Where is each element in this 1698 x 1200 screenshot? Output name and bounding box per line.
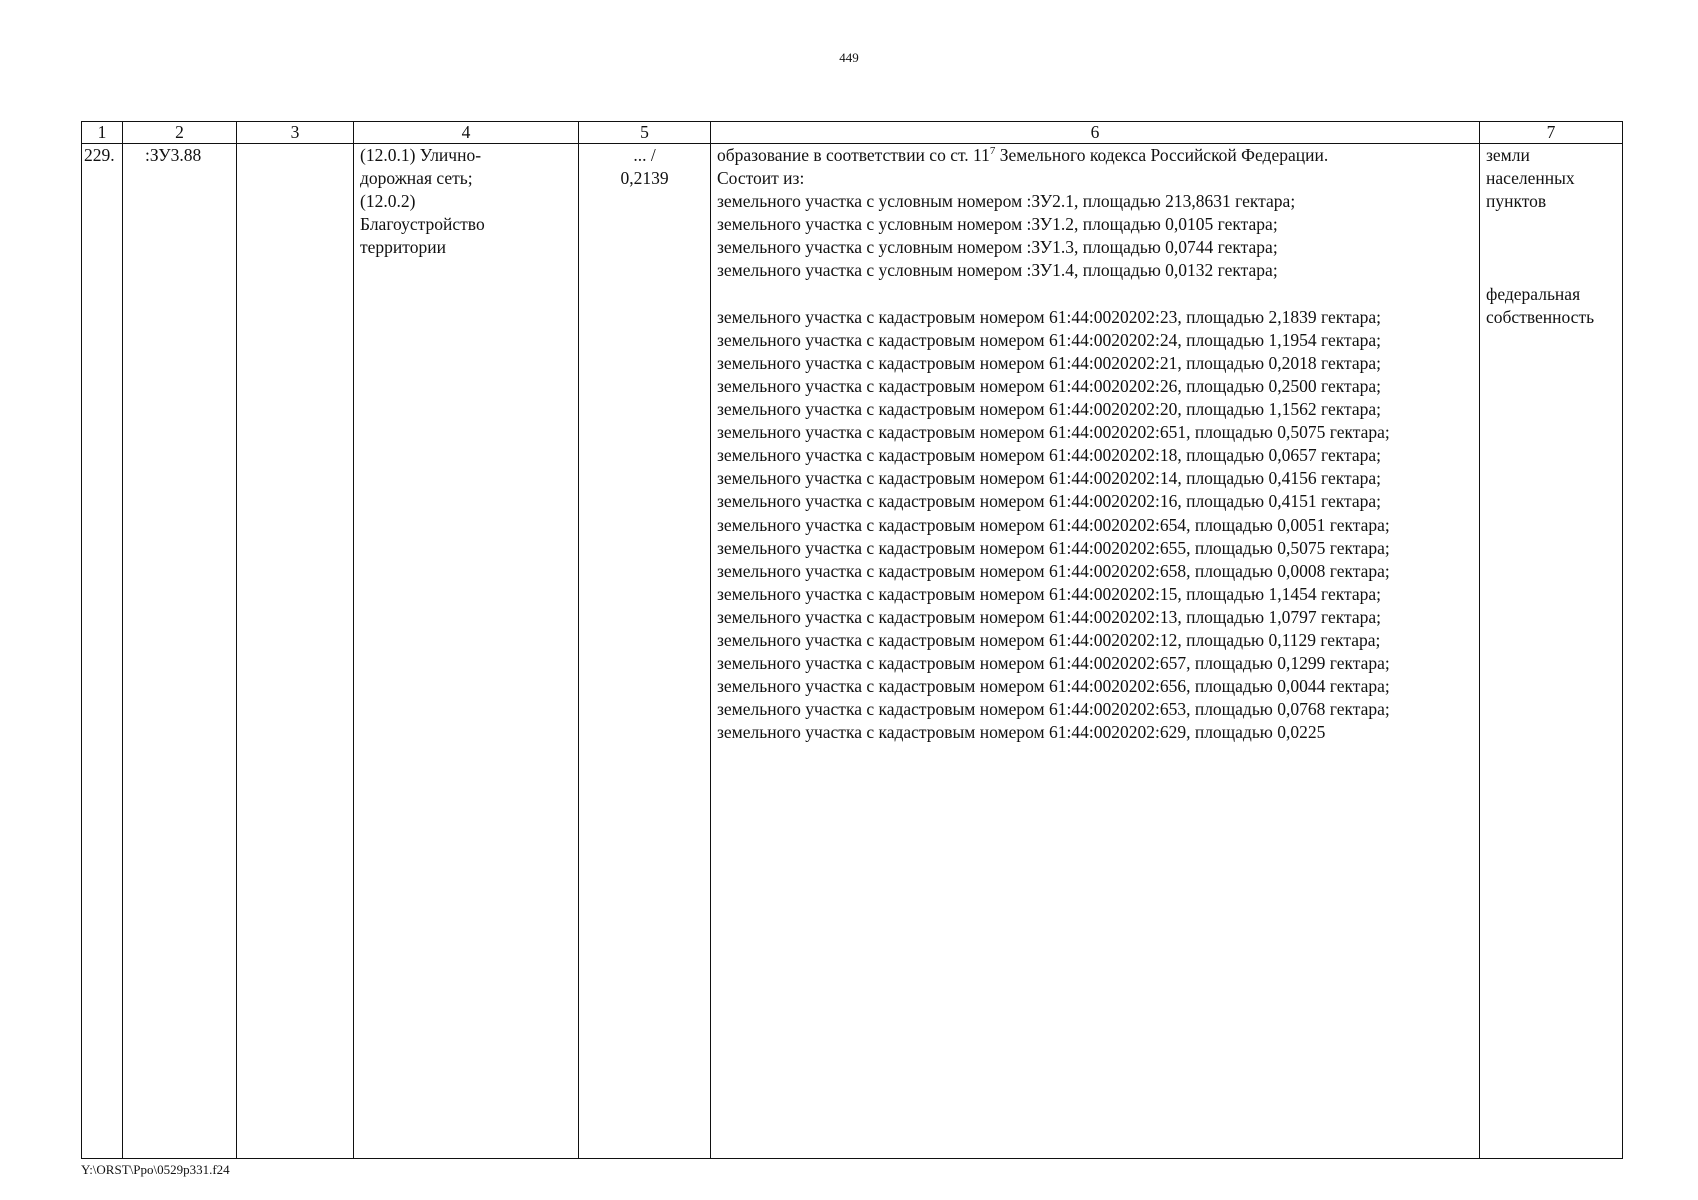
table-row [82, 144, 1623, 1159]
list-item: земельного участка с кадастровым номером 61:44:0020202:21, площадью 0,2018 гектара; [717, 352, 1381, 373]
land-use-line: (12.0.2) [360, 191, 416, 212]
column-header-3: 3 [237, 122, 354, 144]
category-cell [1480, 144, 1623, 1159]
list-item: земельного участка с кадастровым номером 61:44:0020202:651, площадью 0,5075 гектара; [717, 422, 1390, 443]
list-item: земельного участка с кадастровым номером 61:44:0020202:658, площадью 0,0008 гектара; [717, 560, 1390, 581]
category-line: пунктов [1486, 191, 1547, 212]
column-header-4: 4 [354, 122, 579, 144]
list-item: земельного участка с условным номером :ЗУ1.3, площадью 0,0744 гектара; [717, 237, 1278, 258]
formation-basis [717, 144, 1473, 167]
description-cell [711, 144, 1480, 1159]
list-item: земельного участка с кадастровым номером 61:44:0020202:657, площадью 0,1299 гектара; [717, 653, 1390, 674]
formation-superscript: 7 [989, 145, 996, 158]
column-header-1: 1 [82, 122, 123, 144]
row-number-cell [82, 144, 123, 1159]
land-use-line: дорожная сеть; [360, 168, 473, 189]
consists-of-label: Состоит из: [717, 168, 805, 189]
empty-cell [237, 144, 354, 1159]
area-cell [579, 144, 711, 1159]
column-header-7: 7 [1480, 122, 1623, 144]
list-item: земельного участка с кадастровым номером 61:44:0020202:629, площадью 0,0225 [717, 722, 1326, 743]
list-item: земельного участка с кадастровым номером 61:44:0020202:26, площадью 0,2500 гектара; [717, 375, 1381, 396]
land-parcels-table [81, 121, 1623, 1159]
list-item: земельного участка с кадастровым номером 61:44:0020202:20, площадью 1,1562 гектара; [717, 399, 1381, 420]
list-item: земельного участка с кадастровым номером 61:44:0020202:16, площадью 0,4151 гектара; [717, 491, 1381, 512]
column-header-2: 2 [123, 122, 237, 144]
conditional-number-cell [123, 144, 237, 1159]
column-header-6: 6 [711, 122, 1480, 144]
list-item: земельного участка с условным номером :ЗУ1.4, площадью 0,0132 гектара; [717, 260, 1278, 281]
area-value: 0,2139 [620, 168, 669, 189]
list-item: земельного участка с условным номером :ЗУ2.1, площадью 213,8631 гектара; [717, 191, 1296, 212]
land-use-line: Благоустройство [360, 214, 485, 235]
ownership-line: собственность [1486, 306, 1595, 327]
list-item: земельного участка с кадастровым номером 61:44:0020202:653, площадью 0,0768 гектара; [717, 699, 1390, 720]
category-line: земли [1486, 145, 1530, 165]
spacer [1486, 236, 1616, 259]
list-item: земельного участка с кадастровым номером 61:44:0020202:15, площадью 1,1454 гектара; [717, 583, 1381, 604]
conditional-parcel-list [717, 190, 1473, 282]
spacer [717, 283, 1473, 306]
land-use-line: (12.0.1) Улично- [360, 145, 482, 165]
formation-prefix: образование в соответствии со ст. 11 [717, 145, 990, 165]
list-item: земельного участка с условным номером :ЗУ1.2, площадью 0,0105 гектара; [717, 214, 1278, 235]
list-item: земельного участка с кадастровым номером 61:44:0020202:23, площадью 2,1839 гектара; [717, 306, 1381, 327]
list-item: земельного участка с кадастровым номером 61:44:0020202:12, площадью 0,1129 гектара; [717, 629, 1381, 650]
list-item: земельного участка с кадастровым номером 61:44:0020202:655, площадью 0,5075 гектара; [717, 537, 1390, 558]
land-use-line: территории [360, 237, 446, 258]
file-path-footer: Y:\ORST\Ppo\0529p331.f24 [81, 1162, 230, 1177]
conditional-number: :ЗУ3.88 [145, 145, 202, 165]
spacer [1486, 213, 1616, 236]
list-item: земельного участка с кадастровым номером 61:44:0020202:654, площадью 0,0051 гектара; [717, 514, 1390, 535]
formation-suffix: Земельного кодекса Российской Федерации. [995, 145, 1329, 165]
area-line: ... / [633, 145, 656, 165]
table-header-row [82, 122, 1623, 144]
list-item: земельного участка с кадастровым номером 61:44:0020202:18, площадью 0,0657 гектара; [717, 445, 1381, 466]
ownership-line: федеральная [1486, 283, 1581, 304]
page-number: 449 [839, 50, 859, 65]
row-number: 229. [84, 145, 115, 165]
category-line: населенных [1486, 168, 1575, 189]
list-item: земельного участка с кадастровым номером 61:44:0020202:13, площадью 1,0797 гектара; [717, 606, 1381, 627]
land-use-cell [354, 144, 579, 1159]
list-item: земельного участка с кадастровым номером 61:44:0020202:24, площадью 1,1954 гектара; [717, 329, 1381, 350]
list-item: земельного участка с кадастровым номером 61:44:0020202:14, площадью 0,4156 гектара; [717, 468, 1381, 489]
column-header-5: 5 [579, 122, 711, 144]
list-item: земельного участка с кадастровым номером 61:44:0020202:656, площадью 0,0044 гектара; [717, 676, 1390, 697]
cadastral-parcel-list [717, 306, 1473, 745]
spacer [1486, 259, 1616, 282]
